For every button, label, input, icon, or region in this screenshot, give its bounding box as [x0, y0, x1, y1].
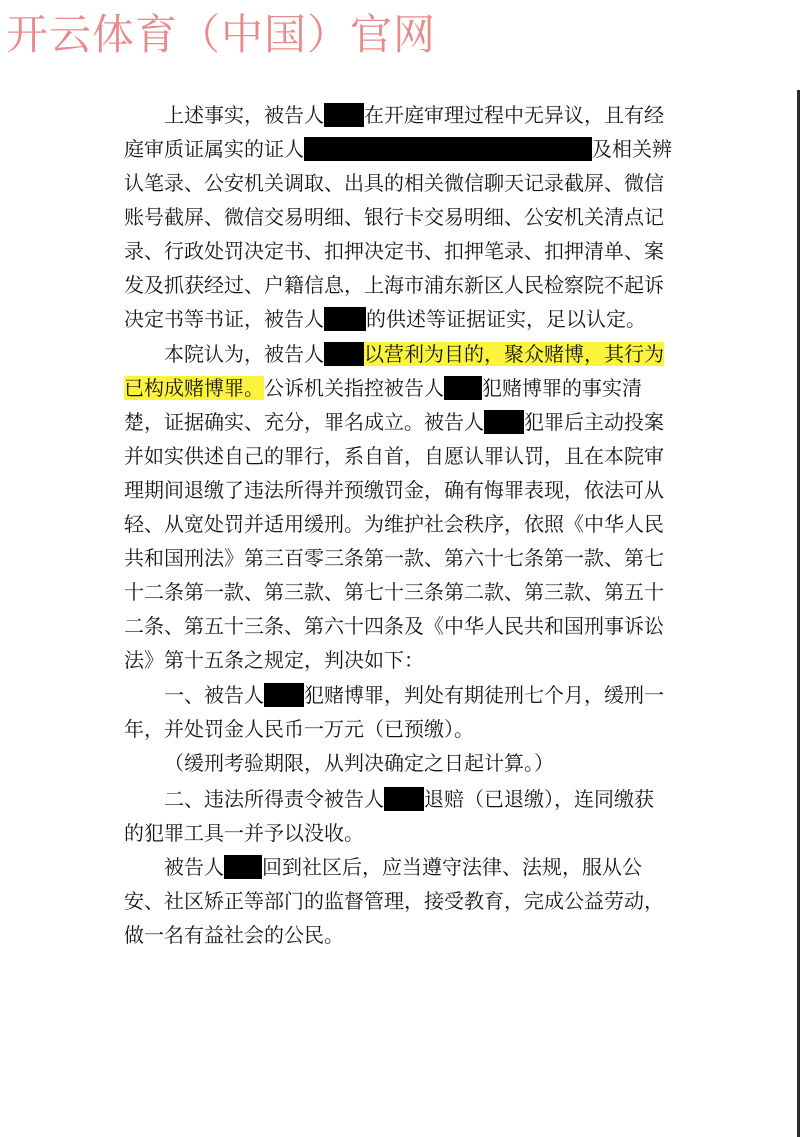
text-line: 账号截屏、微信交易明细、银行卡交易明细、公安机关清点记 — [124, 205, 664, 229]
text-line: 理期间退缴了违法所得并预缴罚金，确有悔罪表现，依法可从 — [124, 478, 664, 502]
redaction-bar — [224, 855, 262, 879]
highlighted-text: 已构成赌博罪。 — [124, 376, 264, 400]
redaction-bar — [264, 683, 304, 707]
text-line: 二条、第五十三条、第六十四条及《中华人民共和国刑事诉讼 — [124, 614, 664, 638]
text-line: 二、违法所得责令被告人 退赔（已退缴），连同缴获 — [164, 787, 654, 811]
text-line: 发及抓获经过、户籍信息，上海市浦东新区人民检察院不起诉 — [124, 273, 664, 297]
text-line: 庭审质证属实的证人 及相关辨 — [124, 137, 672, 161]
redaction-bar — [444, 376, 482, 400]
text-line: 做一名有益社会的公民。 — [124, 923, 344, 947]
highlighted-text: 以营利为目的，聚众赌博，其行为 — [364, 342, 664, 366]
text-line: 本院认为，被告人 以营利为目的，聚众赌博，其行为 — [164, 342, 664, 366]
text-line: （缓刑考验期限，从判决确定之日起计算。） — [164, 751, 554, 775]
text-line: 共和国刑法》第三百零三条第一款、第六十七条第一款、第七 — [124, 546, 664, 570]
text-line: 并如实供述自己的罪行，系自首，自愿认罪认罚，且在本院审 — [124, 444, 664, 468]
text-line: 年，并处罚金人民币一万元（已预缴）。 — [124, 717, 474, 741]
text-line: 十二条第一款、第三款、第七十三条第二款、第三款、第五十 — [124, 580, 664, 604]
redaction-bar — [324, 103, 364, 127]
watermark-text: 开云体育（中国）官网 — [6, 10, 437, 59]
redaction-bar — [484, 410, 524, 434]
text-line: 安、社区矫正等部门的监督管理，接受教育，完成公益劳动， — [124, 889, 664, 913]
text-line: 被告人 回到社区后，应当遵守法律、法规，服从公 — [164, 855, 642, 879]
text-line: 轻、从宽处罚并适用缓刑。为维护社会秩序，依照《中华人民 — [124, 512, 664, 536]
redaction-bar — [324, 342, 364, 366]
text-line: 法》第十五条之规定，判决如下： — [124, 648, 424, 672]
text-line: 决定书等书证，被告人 的供述等证据证实，足以认定。 — [124, 307, 646, 331]
text-line: 已构成赌博罪。公诉机关指控被告人 犯赌博罪的事实清 — [124, 376, 642, 400]
text-line: 录、行政处罚决定书、扣押决定书、扣押笔录、扣押清单、案 — [124, 239, 664, 263]
redaction-bar — [384, 787, 424, 811]
text-line: 一、被告人 犯赌博罪，判处有期徒刑七个月，缓刑一 — [164, 683, 664, 707]
redaction-bar — [324, 307, 366, 331]
redaction-bar — [304, 137, 592, 161]
text-line: 楚，证据确实、充分，罪名成立。被告人 犯罪后主动投案 — [124, 410, 664, 434]
text-line: 的犯罪工具一并予以没收。 — [124, 821, 364, 845]
text-line: 上述事实，被告人 在开庭审理过程中无异议，且有经 — [164, 103, 664, 127]
text-line: 认笔录、公安机关调取、出具的相关微信聊天记录截屏、微信 — [124, 171, 664, 195]
